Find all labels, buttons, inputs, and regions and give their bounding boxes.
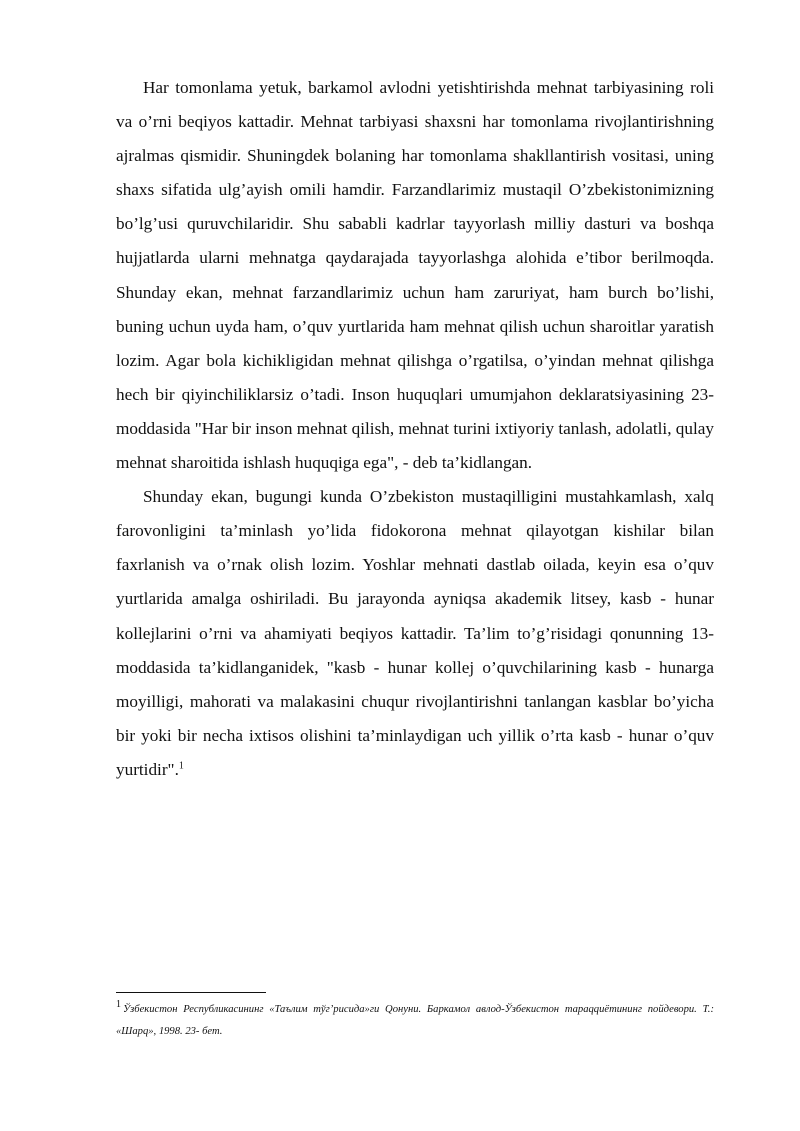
- paragraph-2: [116, 480, 714, 787]
- footnote: [116, 999, 714, 1043]
- paragraph-2-text: Shunday ekan, bugungi kunda O’zbekiston mustaqilligini mustahkamlash, xalq farovonligini ta’minlash yo’lida fidokorona mehnat qilayotgan kishilar bilan faxrlanish va o’rnak olish lozim. Yoshlar mehnati dastlab oilada, keyin esa o’quv yurtlarida amalga oshiriladi. Bu jarayonda ayniqsa akademik litsey, kasb - hunar kollejlarini o’rni va ahamiyati beqiyos kattadir. Ta’lim to’g’risidagi qonunning 13-moddasida ta’kidlanganidek, "kasb - hunar kollej o’quvchilarining kasb - hunarga moyilligi, mahorati va malakasini chuqur rivojlantirishni tanlangan kasblar bo’yicha bir yoki bir necha ixtisos olishini ta’minlaydigan uch yillik o’rta kasb - hunar o’quv yurtidir".: [116, 487, 714, 779]
- footnote-marker: 1: [116, 999, 121, 1011]
- footnote-section: [116, 992, 714, 1043]
- footnote-reference: 1: [178, 760, 184, 772]
- document-body: [116, 71, 714, 787]
- footnote-separator: [116, 992, 266, 993]
- footnote-text: Ўзбекистон Республикасининг «Таълим тўг’рисида»ги Qонуни. Баркамол авлод-Ўзбекистон тараqqиётининг пойдевори. Т.: «Шарq», 1998. 23- бет.: [116, 1004, 714, 1037]
- paragraph-1: Har tomonlama yetuk, barkamol avlodni yetishtirishda mehnat tarbiyasining roli va o’rni beqiyos kattadir. Mehnat tarbiyasi shaxsni har tomonlama rivojlantirishning ajralmas qismidir. Shuningdek bolaning har tomonlama shakllantirish vositasi, uning shaxs sifatida ulg’ayish omili hamdir. Farzandlarimiz mustaqil O’zbekistonimizning bo’lg’usi quruvchilaridir. Shu sababli kadrlar tayyorlash milliy dasturi va boshqa hujjatlarda ularni mehnatga qaydarajada tayyorlashga alohida e’tibor berilmoqda. Shunday ekan, mehnat farzandlarimiz uchun ham zaruriyat, ham burch bo’lishi, buning uchun uyda ham, o’quv yurtlarida ham mehnat qilish uchun sharoitlar yaratish lozim. Agar bola kichikligidan mehnat qilishga o’rgatilsa, o’yindan mehnat qilishga hech bir qiyinchiliklarsiz o’tadi. Inson huquqlari umumjahon deklaratsiyasining 23-moddasida "Har bir inson mehnat qilish, mehnat turini ixtiyoriy tanlash, adolatli, qulay mehnat sharoitida ishlash huquqiga ega", - deb ta’kidlangan.: [116, 78, 714, 473]
